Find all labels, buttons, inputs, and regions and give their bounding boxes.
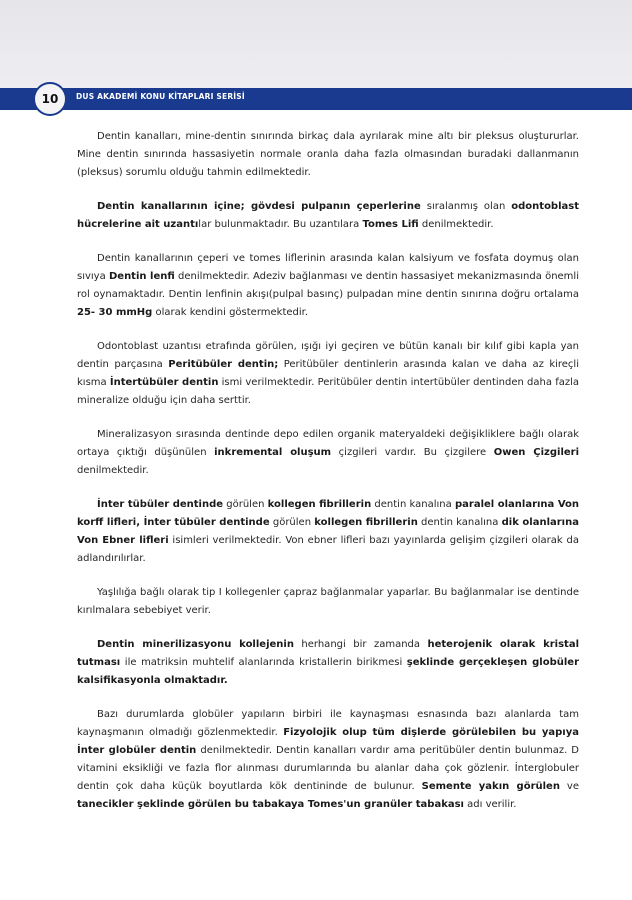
bold-term: Dentin lenfi [108, 271, 175, 282]
paragraph [77, 584, 579, 620]
bold-term: inkremental oluşum [214, 447, 332, 458]
bold-term: dik olanlarına Von Ebner lifleri [77, 517, 579, 546]
text-run: adı verilir. [463, 799, 517, 810]
text-run: denilmektedir. [77, 465, 149, 476]
text-run: denilmektedir. Dentin kanalları vardır ama peritübüler dentin bulunmaz. D vitamini eksikliği ve fazla flor alınması durumlarında bu alanlar daha çok gözlenir. İnterglobuler dentin çok daha küçük boyutlarda kök dentininde de bulunur. [77, 745, 580, 792]
paragraph [77, 496, 579, 568]
bold-term: şeklinde gerçekleşen globüler kalsifikasyonla olmaktadır. [77, 657, 579, 686]
paragraph [77, 198, 579, 234]
text-run: Peritübüler dentinlerin arasında kalan ve daha az kireçli kısma [77, 359, 579, 388]
text-run: çizgileri vardır. Bu çizgilere [331, 447, 494, 458]
paragraph [77, 128, 579, 182]
text-run: dentin kanalına [417, 517, 502, 528]
bold-term: 25- 30 mmHg [77, 307, 153, 318]
bold-term: Dentin minerilizasyonu kollejenin [97, 639, 294, 650]
page-number-badge [33, 82, 67, 116]
paragraph [77, 250, 579, 322]
text-run: denilmektedir. Adeziv bağlanması ve dentin hassasiyet mekanizmasında önemli rol oynamaktadır. Dentin lenfinin akışı(pulpal basınç) pulpadan mine dentin sınırına doğru ortalama [77, 271, 579, 300]
paragraph [77, 426, 579, 480]
series-title: DUS AKADEMİ KONU KİTAPLARI SERİSİ [76, 92, 245, 101]
bold-term: kollegen fibrillerin [267, 499, 372, 510]
text-run: görülen [269, 517, 315, 528]
bold-term: İntertübüler dentin [109, 377, 219, 388]
text-run: Mineralizasyon sırasında dentinde depo edilen organik materyaldeki değişikliklere bağlı olarak ortaya çıktığı düşünülen [77, 429, 579, 458]
text-run: lar bulunmaktadır. Bu uzantılara [198, 219, 363, 230]
text-run: dentin kanalına [371, 499, 455, 510]
bold-term: İnter tübüler dentinde [97, 499, 224, 510]
text-run: Yaşlılığa bağlı olarak tip I kollegenler çapraz bağlanmalar yaparlar. Bu bağlanmalar ise dentinde kırılmalara sebebiyet verir. [77, 587, 579, 616]
bold-term: tanecikler şeklinde görülen bu tabakaya Tomes'un granüler tabakası [77, 799, 464, 810]
bold-term: paralel olanlarına Von korff lifleri, İnter tübüler dentinde [77, 499, 580, 528]
text-run: görülen [223, 499, 268, 510]
paragraph [77, 338, 579, 410]
text-run: ile matriksin muhtelif alanlarında kristallerin birikmesi [120, 657, 407, 668]
text-run: herhangi bir zamanda [293, 639, 428, 650]
text-run: Odontoblast uzantısı etrafında görülen, ışığı iyi geçiren ve bütün kanalı bir kılıf gibi kapla yan dentin parçasına [77, 341, 579, 370]
text-run: ismi verilmektedir. Peritübüler dentin intertübüler dentinden daha fazla mineralize olduğu için daha serttir. [77, 377, 579, 406]
bold-term: Fizyolojik olup tüm dişlerde görülebilen bu yapıya İnter globüler dentin [77, 727, 580, 756]
page-body [77, 128, 579, 830]
text-run: ve [559, 781, 580, 792]
bold-term: Dentin kanallarının içine; gövdesi pulpanın çeperlerine [97, 201, 421, 212]
text-run: isimleri verilmektedir. Von ebner lifleri bazı yayınlarda gelişim çizgileri olarak da adlandırılırlar. [77, 535, 579, 564]
bold-term: Owen Çizgileri [493, 447, 580, 458]
paragraph [77, 706, 579, 814]
bold-term: Tomes Lifi [362, 219, 419, 230]
bold-term: heterojenik olarak kristal tutması [77, 639, 579, 668]
bold-term: odontoblast hücrelerine ait uzantı [77, 201, 579, 230]
bold-term: kollegen fibrillerin [314, 517, 418, 528]
text-run: Dentin kanalları, mine-dentin sınırında birkaç dala ayrılarak mine altı bir pleksus oluştururlar. Mine dentin sınırında hassasiyetin normale oranla daha fazla olmasından buradaki dallanmanın (pleksus) sorumlu olduğu tahmin edilmektedir. [77, 131, 579, 178]
paragraph [77, 636, 579, 690]
top-margin [0, 0, 632, 92]
bold-term: Peritübüler dentin; [168, 359, 279, 370]
page-number: 10 [41, 92, 59, 106]
text-run: Bazı durumlarda globüler yapıların birbiri ile kaynaşması esnasında bazı alanlarda tam kaynaşmanın olmadığı gözlenmektedir. [77, 709, 579, 738]
text-run: sıralanmış olan [420, 201, 512, 212]
text-run: denilmektedir. [418, 219, 494, 230]
text-run: Dentin kanallarının çeperi ve tomes liflerinin arasında kalan kalsiyum ve fosfata doymuş olan sıvıya [77, 253, 579, 282]
text-run: olarak kendini göstermektedir. [152, 307, 309, 318]
bold-term: Semente yakın görülen [421, 781, 560, 792]
